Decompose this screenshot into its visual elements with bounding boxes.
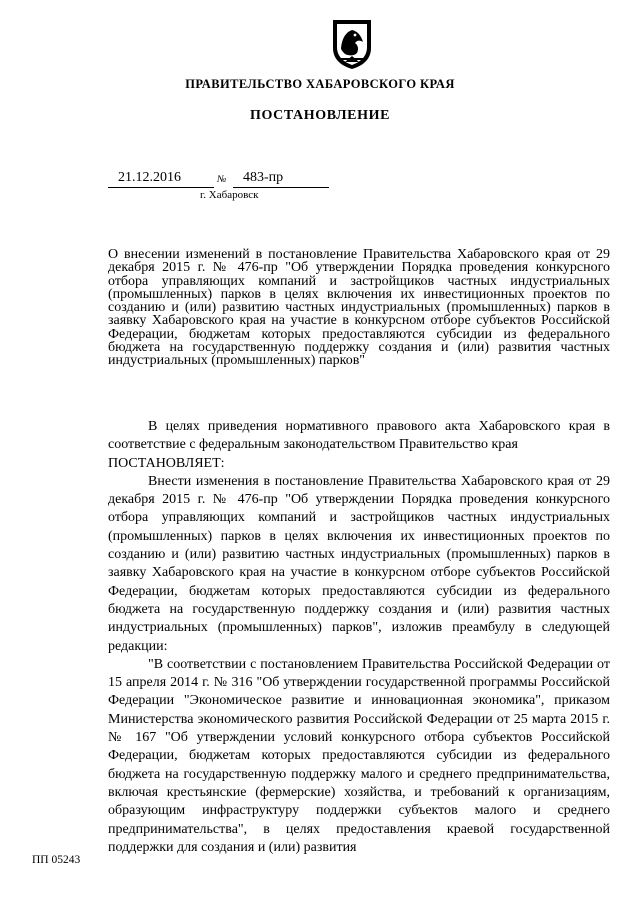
document-subject: О внесении изменений в постановление Правительства Хабаровского края от 29 декабря 2015 г. № 476-пр "Об утверждении Порядка проведения конкурсного отбора управляющих компаний и застройщиков частных индустриальных (промышленных) парков в целях включения их инвестиционных проектов по созданию и (или) развитию частных индустриальных (промышленных) парков в заявку Хабаровского края на участие в конкурсном отборе субъектов Российской Федерации, бюджетам которых предоставляются субсидии из федерального бюджета на государственную поддержку создания и (или) развития частных индустриальных (промышленных) парков"	[108, 247, 610, 369]
document-type-title: ПОСТАНОВЛЕНИЕ	[249, 108, 391, 123]
footer-document-code: ПП 05243	[32, 854, 81, 866]
document-date: 21.12.2016	[108, 171, 214, 188]
number-sign: №	[217, 174, 227, 185]
body-resolves-keyword: ПОСТАНОВЛЯЕТ:	[108, 455, 225, 471]
body-paragraph-new-preamble: "В соответствии с постановлением Правительства Российской Федерации от 15 апреля 2014 г. № 316 "Об утверждении государственной программы Российской Федерации "Экономическое развитие и инновационная экономика", приказом Министерства экономического развития Российской Федерации от 25 марта 2015 г. № 167 "Об утверждении условий конкурсного отбора субъектов Российской Федерации, бюджетам которых предоставляются субсидии из федерального бюджета на государственную поддержку малого и среднего предпринимательства, включая крестьянские (фермерские) хозяйства, и требований к организациям, образующим инфраструктуру поддержки субъектов малого и среднего предпринимательства", в целях предоставления краевой государственной поддержки для создания и (или) развития	[108, 656, 610, 855]
body-paragraph-amendment: Внести изменения в постановление Правительства Хабаровского края от 29 декабря 2015 г. № 476-пр "Об утверждении Порядка проведения конкурсного отбора управляющих компаний и застройщиков частных индустриальных (промышленных) парков в целях включения их инвестиционных проектов по созданию и (или) развитию частных индустриальных (промышленных) парков в заявку Хабаровского края на участие в конкурсном отборе субъектов Российской Федерации, бюджетам которых предоставляются субсидии из федерального бюджета на государственную поддержку создания и (или) развития частных индустриальных (промышленных) парков", изложив преамбулу в следующей редакции:	[108, 473, 610, 654]
document-number: 483-пр	[233, 171, 329, 188]
issue-city: г. Хабаровск	[200, 189, 259, 201]
document-body	[108, 418, 610, 857]
coat-of-arms-icon	[330, 18, 374, 70]
body-paragraph-preamble: В целях приведения нормативного правового акта Хабаровского края в соответствие с федеральным законодательством Правительство края	[108, 419, 610, 453]
government-title: ПРАВИТЕЛЬСТВО ХАБАРОВСКОГО КРАЯ	[185, 77, 455, 91]
